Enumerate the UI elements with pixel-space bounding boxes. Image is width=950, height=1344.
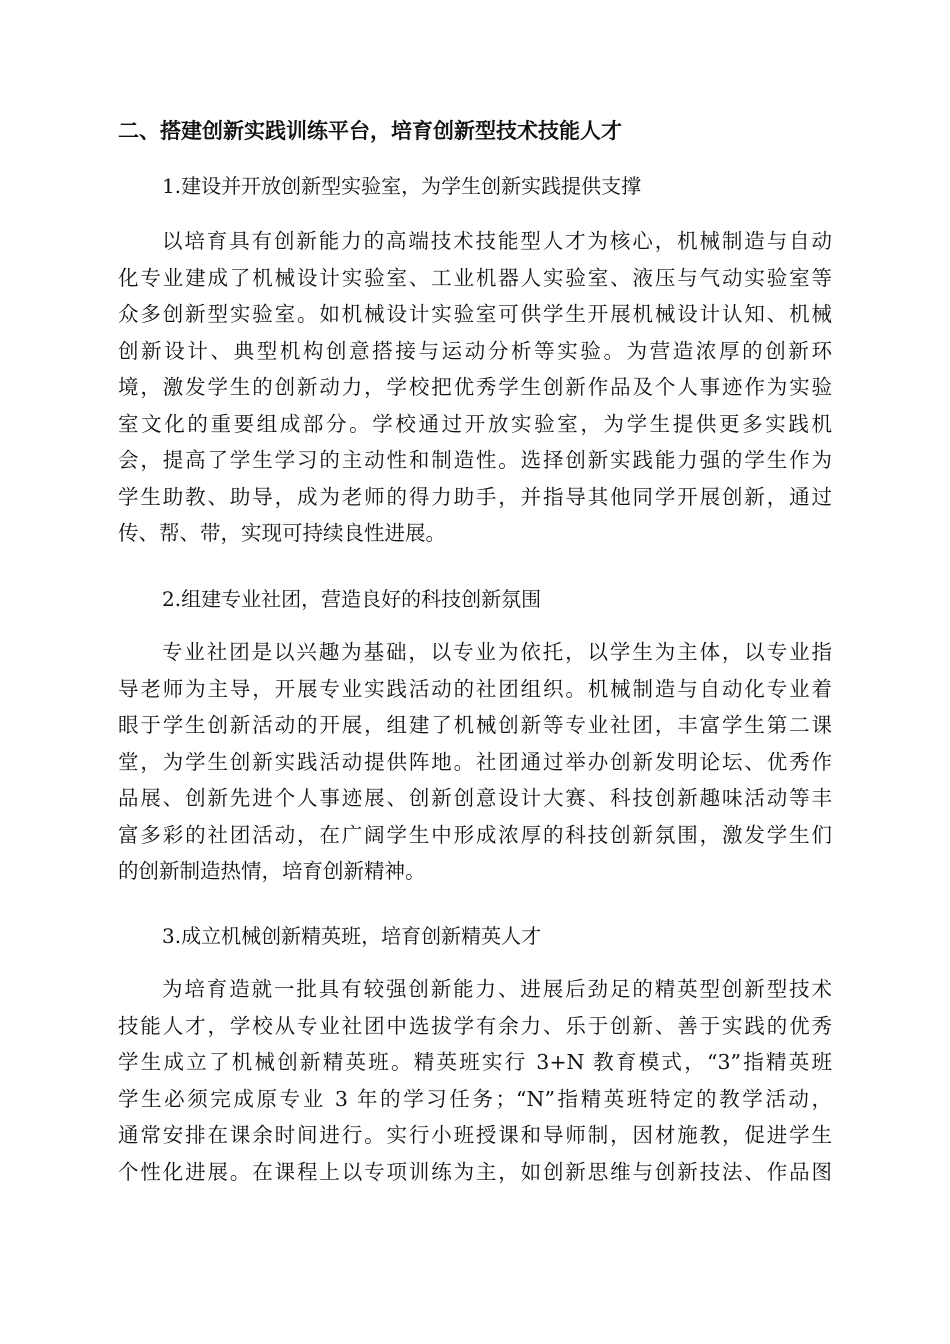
- paragraph-line: 传、帮、带，实现可持续良性进展。: [118, 521, 446, 545]
- paragraph-line: 创新设计、典型机构创意搭接与运动分析等实验。为营造浓厚的创新环: [118, 338, 832, 363]
- paragraph-line: 化专业建成了机械设计实验室、工业机器人实验室、液压与气动实验室等: [118, 265, 832, 290]
- paragraph-line: 学生必须完成原专业 3 年的学习任务；“N”指精英班特定的教学活动，: [118, 1086, 832, 1111]
- paragraph-line: 学生助教、助导，成为老师的得力助手，并指导其他同学开展创新，通过: [118, 484, 832, 509]
- paragraph-line: 眼于学生创新活动的开展，组建了机械创新等专业社团，丰富学生第二课: [118, 713, 832, 737]
- paragraph-line: 为培育造就一批具有较强创新能力、进展后劲足的精英型创新型技术: [162, 977, 832, 1001]
- paragraph-3: [118, 971, 832, 1190]
- paragraph-line: 品展、创新先进个人事迹展、创新创意设计大赛、科技创新趣味活动等丰: [118, 786, 832, 810]
- paragraph-line: 导老师为主导，开展专业实践活动的社团组织。机械制造与自动化专业着: [118, 676, 832, 701]
- paragraph-line: 众多创新型实验室。如机械设计实验室可供学生开展机械设计认知、机械: [118, 302, 832, 326]
- paragraph-line: 通常安排在课余时间进行。实行小班授课和导师制，因材施教，促进学生: [118, 1123, 832, 1147]
- paragraph-line: 学生成立了机械创新精英班。精英班实行 3+N 教育模式，“3”指精英班: [118, 1050, 832, 1074]
- subheading-2: 2.组建专业社团，营造良好的科技创新氛围: [162, 587, 542, 611]
- paragraph-line: 的创新制造热情，培育创新精神。: [118, 859, 426, 883]
- paragraph-line: 境，激发学生的创新动力，学校把优秀学生创新作品及个人事迹作为实验: [118, 375, 832, 399]
- paragraph-2: [118, 634, 832, 890]
- paragraph-line: 技能人才，学校从专业社团中选拔学有余力、乐于创新、善于实践的优秀: [118, 1013, 832, 1038]
- paragraph-line: 专业社团是以兴趣为基础，以专业为依托，以学生为主体，以专业指: [162, 640, 832, 664]
- paragraph-line: 以培育具有创新能力的高端技术技能型人才为核心，机械制造与自动: [162, 229, 832, 253]
- paragraph-1: [118, 223, 832, 552]
- subheading-1: 1.建设并开放创新型实验室，为学生创新实践提供支撑: [162, 174, 642, 198]
- paragraph-line: 堂，为学生创新实践活动提供阵地。社团通过举办创新发明论坛、优秀作: [118, 749, 832, 774]
- paragraph-line: 会，提高了学生学习的主动性和制造性。选择创新实践能力强的学生作为: [118, 448, 832, 472]
- paragraph-line: 个性化进展。在课程上以专项训练为主，如创新思维与创新技法、作品图: [118, 1159, 832, 1184]
- section-heading: 二、搭建创新实践训练平台，培育创新型技术技能人才: [118, 119, 622, 143]
- paragraph-line: 室文化的重要组成部分。学校通过开放实验室，为学生提供更多实践机: [118, 411, 832, 436]
- subheading-3: 3.成立机械创新精英班，培育创新精英人才: [162, 924, 542, 948]
- paragraph-line: 富多彩的社团活动，在广阔学生中形成浓厚的科技创新氛围，激发学生们: [118, 822, 832, 847]
